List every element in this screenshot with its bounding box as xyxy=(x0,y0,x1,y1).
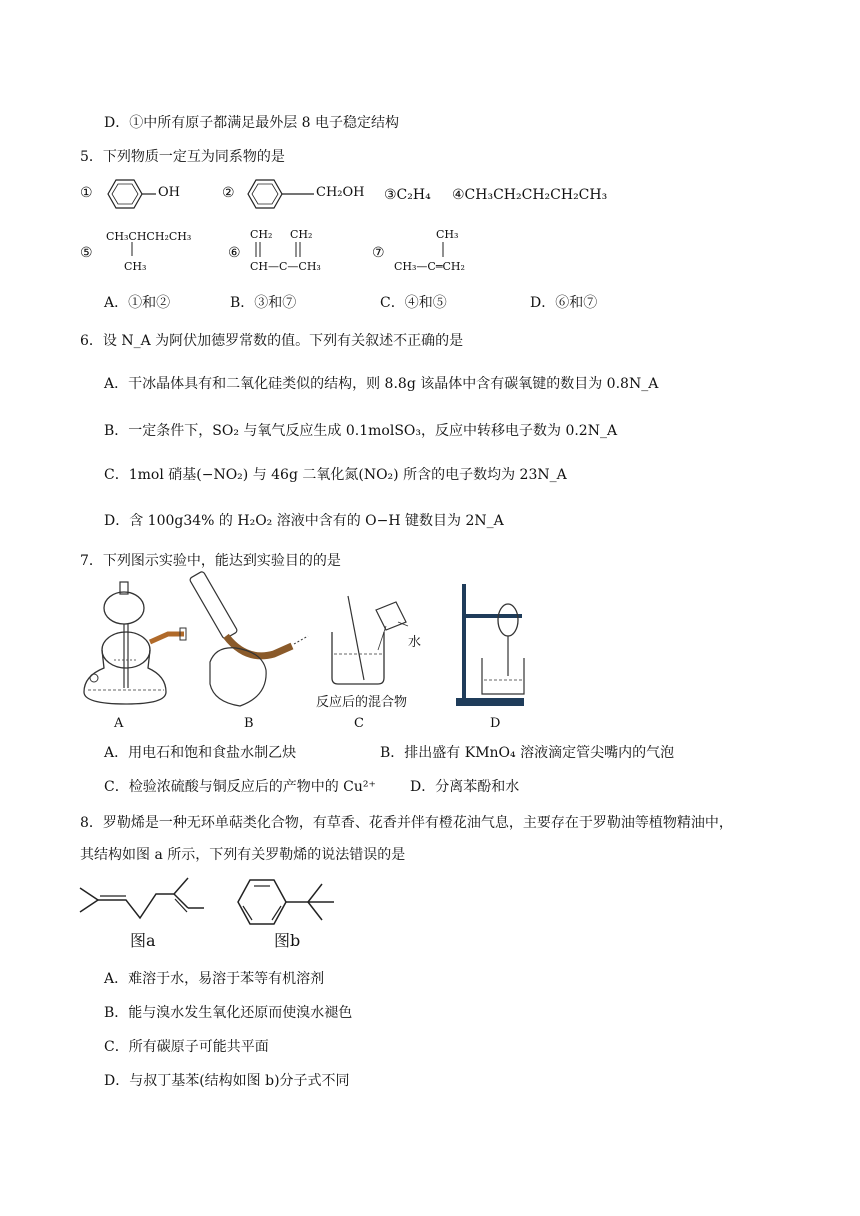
q5-6-top1: CH₂ xyxy=(250,228,273,241)
apparatus-d-separatory-funnel xyxy=(452,580,542,710)
q6-option-b: B．一定条件下，SO₂ 与氧气反应生成 0.1molSO₃，反应中转移电子数为 0.2N_A xyxy=(104,423,618,439)
apparatus-a-label: A xyxy=(114,716,124,731)
q5-marker-1: ① xyxy=(80,185,93,201)
q5-7-bottom: CH₃—C═CH₂ xyxy=(394,260,465,273)
q6-option-a: A．干冰晶体具有和二氧化硅类似的结构，则 8.8g 该晶体中含有碳氧键的数目为 0.8N_A xyxy=(104,376,659,392)
tert-butylbenzene-structure xyxy=(232,872,352,932)
q5-stem: 5．下列物质一定互为同系物的是 xyxy=(80,149,285,165)
q5-6-top2: CH₂ xyxy=(290,228,313,241)
q5-5-bond xyxy=(131,242,135,256)
benzyl-alcohol-structure xyxy=(244,176,324,212)
q7-option-c: C．检验浓硫酸与铜反应后的产物中的 Cu²⁺ xyxy=(104,779,376,795)
q8-option-a: A．难溶于水，易溶于苯等有机溶剂 xyxy=(104,971,325,987)
q5-item-3: ③C₂H₄ xyxy=(384,187,431,203)
q8-option-c: C．所有碳原子可能共平面 xyxy=(104,1039,269,1055)
q6-option-d: D．含 100g34% 的 H₂O₂ 溶液中含有的 O−H 键数目为 2N_A xyxy=(104,513,504,529)
ocimene-structure xyxy=(78,872,208,932)
q7-stem: 7．下列图示实验中，能达到实验目的的是 xyxy=(80,553,341,569)
apparatus-c-label: C xyxy=(354,716,364,731)
q8-option-b: B．能与溴水发生氧化还原而使溴水褪色 xyxy=(104,1005,353,1021)
q6-stem: 6．设 N_A 为阿伏加德罗常数的值。下列有关叙述不正确的是 xyxy=(80,333,464,349)
apparatus-c-beaker-pouring xyxy=(320,592,420,688)
figure-a-caption: 图a xyxy=(130,931,156,950)
q5-5-bottom: CH₃ xyxy=(124,260,147,273)
apparatus-d-label: D xyxy=(490,716,501,731)
q8-stem-line2: 其结构如图 a 所示，下列有关罗勒烯的说法错误的是 xyxy=(80,847,406,863)
q5-5-top: CH₃CHCH₂CH₃ xyxy=(106,230,192,243)
q5-item-4: ④CH₃CH₂CH₂CH₂CH₃ xyxy=(452,187,608,203)
apparatus-b-label: B xyxy=(244,716,254,731)
q5-marker-6: ⑥ xyxy=(228,245,241,261)
q8-stem-line1: 8．罗勒烯是一种无环单萜类化合物，有草香、花香并伴有橙花油气息，主要存在于罗勒油等植物精油中， xyxy=(80,815,733,831)
q7-option-a: A．用电石和饱和食盐水制乙炔 xyxy=(104,745,297,761)
benzyl-ch2oh: CH₂OH xyxy=(316,185,365,200)
q5-7-top: CH₃ xyxy=(436,228,459,241)
phenol-oh: OH xyxy=(158,185,180,200)
q5-marker-2: ② xyxy=(222,185,235,201)
q5-option-d: D．⑥和⑦ xyxy=(530,295,598,311)
q5-option-b: B．③和⑦ xyxy=(230,295,297,311)
apparatus-c-mixture-label: 反应后的混合物 xyxy=(316,695,408,710)
q5-option-c: C．④和⑤ xyxy=(380,295,447,311)
q6-option-c: C．1mol 硝基(−NO₂) 与 46g 二氧化氮(NO₂) 所含的电子数均为 23N_A xyxy=(104,467,567,483)
q5-6-double-bonds xyxy=(252,242,312,258)
apparatus-c-water-label: 水 xyxy=(408,635,422,650)
q7-option-b: B．排出盛有 KMnO₄ 溶液滴定管尖嘴内的气泡 xyxy=(380,745,675,761)
q5-option-a: A．①和② xyxy=(104,295,171,311)
figure-b-caption: 图b xyxy=(274,931,301,950)
q5-marker-5: ⑤ xyxy=(80,245,93,261)
q5-7-bond xyxy=(442,242,446,257)
q5-marker-7: ⑦ xyxy=(372,245,385,261)
apparatus-a-kipp-generator xyxy=(80,580,200,720)
q5-6-bottom: CH—C—CH₃ xyxy=(250,260,321,273)
q7-option-d: D．分离苯酚和水 xyxy=(410,779,520,795)
apparatus-b-burette-hand xyxy=(196,566,316,716)
q8-option-d: D．与叔丁基苯(结构如图 b)分子式不同 xyxy=(104,1073,350,1089)
q4-option-d: D．①中所有原子都满足最外层 8 电子稳定结构 xyxy=(104,115,400,131)
